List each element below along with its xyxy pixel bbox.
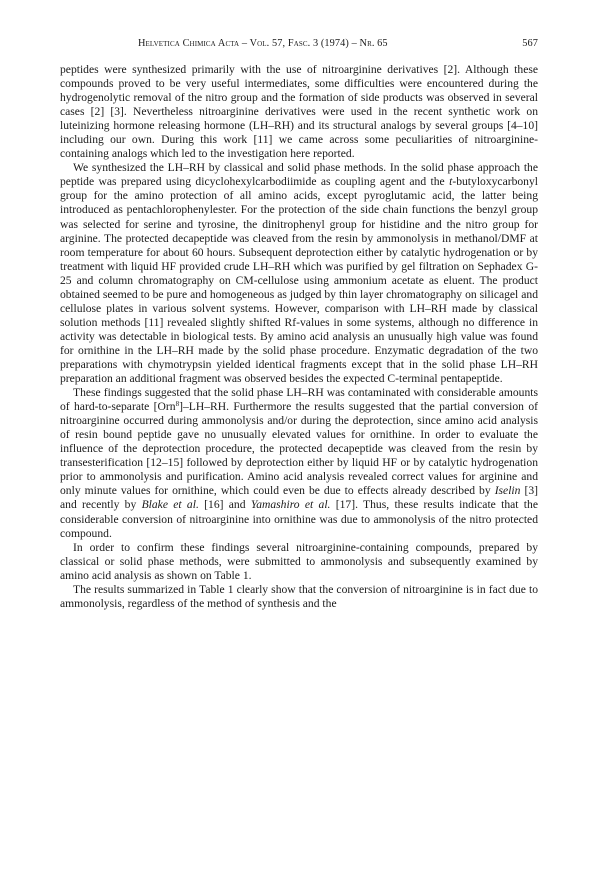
paragraph-3-part-e: [17]. Thus, these results indicate that the considerable conversion of nitroarginine into ornithine was due to ammonolysis of the nitro protected compound. [60,498,538,540]
paragraph-3-part-a: These findings suggested that the solid phase LH–RH was contaminated with considerable amounts of hard-to-separate [Orn [60,386,538,414]
author-iselin: Iselin [494,484,521,498]
journal-citation: Helvetica Chimica Acta – Vol. 57, Fasc. 3 (1974) – Nr. 65 [138,38,388,49]
paragraph-5: The results summarized in Table 1 clearly show that the conversion of nitroarginine is in fact due to ammonolysis, regardless of the method of synthesis and the [60,582,538,610]
paragraph-2-part-a: We synthesized the LH–RH by classical and solid phase methods. In the solid phase approach the peptide was prepared using dicyclohexylcarbodiimide as coupling agent and the [60,161,538,189]
superscript-8: 8 [175,400,180,409]
paragraph-2 [60,161,538,386]
running-header [60,38,538,52]
author-blake: Blake et al. [141,498,199,512]
paragraph-3-part-c: [3] and recently by [60,484,539,512]
italic-t: t [449,175,453,189]
paragraph-3 [60,386,538,541]
paragraph-3-part-d: [16] and [198,498,251,512]
author-yamashiro: Yamashiro et al. [250,498,331,512]
paragraph-2-part-b: -butyloxycarbonyl group for the amino protection of all amino acids, except pyroglutamic acid, the latter being introduced as pentachlorophenylester. For the protection of the side chain functions the benzyl group was selected for serine and tyrosine, the dinitrophenyl group for histidine and the nitro group for arginine. The protected decapeptide was cleaved from the resin by ammonolysis in methanol/DMF at room temperature for about 60 hours. Subsequent deprotection either by catalytic hydrogenation or by treatment with liquid HF provided crude LH–RH which was purified by gel filtration on Sephadex G-25 and column chromatography on CM-cellulose using ammonium acetate as eluent. The product obtained seemed to be pure and homogeneous as judged by thin layer chromatography on silicagel and cellulose plates in various solvent systems. However, comparison with LH–RH made by classical solution methods [11] revealed slightly shifted Rf-values in some systems, although no difference in activity was detectable in biological tests. By amino acid analysis an unusually high value was found for ornithine in the LH–RH made by the solid phase procedure. Enzymatic degradation of the two preparations with chymotrypsin yielded identical fragments except that in the solid phase LH–RH preparation an additional fragment was observed besides the expected C-terminal pentapeptide. [60,175,538,386]
article-body [60,63,538,611]
paragraph-1: peptides were synthesized primarily with the use of nitroarginine derivatives [2]. Although these compounds proved to be very useful intermediates, some difficulties were encountered during the hydrogenolytic removal of the nitro group and the formation of side products was observed in several cases [2] [3]. Nevertheless nitroarginine derivatives were used in the recent synthetic work on luteinizing hormone releasing hormone (LH–RH) and its structural analogs by several groups [4–10] including our own. During this work [11] we came across some peculiarities of nitroarginine-containing analogs which led to the investigation here reported. [60,63,538,161]
page-number: 567 [522,38,538,49]
paragraph-3-part-b: ]–LH–RH. Furthermore the results suggested that the partial conversion of nitroarginine occurred during ammonolysis and/or during the deprotection, since amino acid analysis of resin bound peptide gave no unusually elevated values for ornithine. In order to evaluate the influence of the deprotection procedure, the protected decapeptide was cleaved from the resin by transesterification [12–15] followed by deprotection either by liquid HF or by catalytic hydrogenation prior to ammonolysis and purification. Amino acid analysis revealed correct values for arginine and only minute values for ornithine, which could even be due to effects already described by [60,400,538,498]
paragraph-4: In order to confirm these findings several nitroarginine-containing compounds, prepared by classical or solid phase methods, were submitted to ammonolysis and subsequently examined by amino acid analysis as shown on Table 1. [60,540,538,582]
